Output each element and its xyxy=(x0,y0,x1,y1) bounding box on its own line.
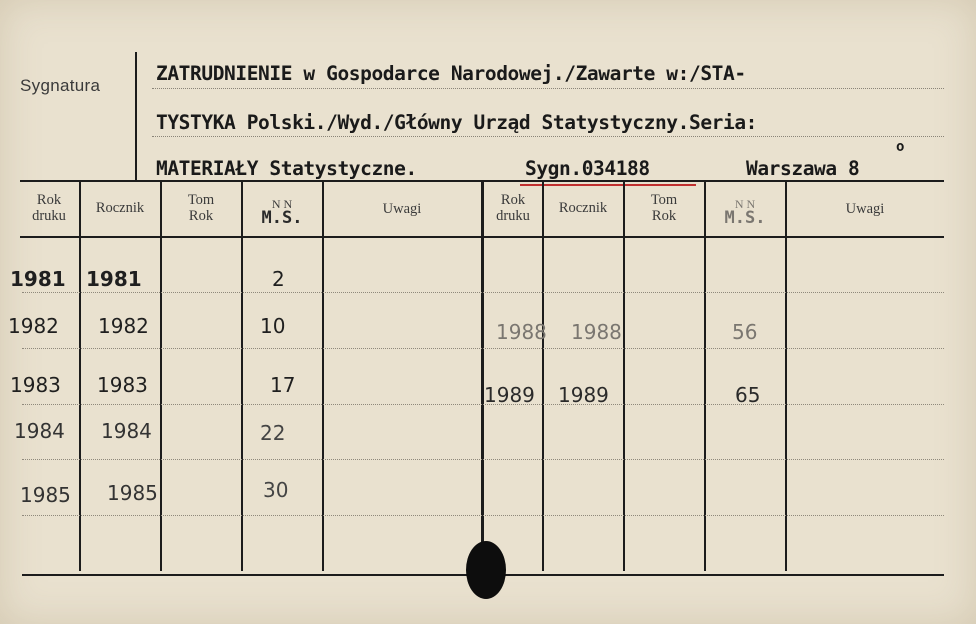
signature-number: Sygn.034188 xyxy=(525,157,650,180)
column-divider xyxy=(79,181,81,571)
ms-value: 10 xyxy=(260,314,286,338)
column-divider xyxy=(785,181,787,571)
ms-value-right: 65 xyxy=(735,383,761,407)
rok-druku-value-right: 1988 xyxy=(496,320,547,344)
center-divider xyxy=(481,181,484,571)
punch-hole xyxy=(466,541,506,599)
column-divider xyxy=(241,181,243,571)
header-ms-text: M.S. xyxy=(261,208,303,228)
column-divider xyxy=(160,181,162,571)
rocznik-value-right: 1988 xyxy=(571,320,622,344)
rok-druku-value-right: 1989 xyxy=(484,383,535,407)
header-uwagi-right: Uwagi xyxy=(845,201,885,217)
row-line xyxy=(22,404,944,405)
signature-label: Sygnatura xyxy=(20,76,101,95)
ms-value-right: 56 xyxy=(732,320,758,344)
rocznik-value: 1985 xyxy=(107,481,158,505)
rocznik-value: 1982 xyxy=(98,314,149,338)
title-line-1: ZATRUDNIENIE w Gospodarce Narodowej./Zawarte w:/STA- xyxy=(156,62,746,85)
ms-value: 17 xyxy=(270,373,296,397)
row-line xyxy=(22,515,944,516)
red-underline xyxy=(520,184,696,186)
header-ms-text: M.S. xyxy=(724,208,766,228)
rok-druku-value: 1982 xyxy=(8,314,59,338)
rok-druku-value: 1984 xyxy=(14,419,65,443)
row-line xyxy=(22,348,944,349)
signature-divider xyxy=(135,52,137,180)
header-druku-text: druku xyxy=(32,208,66,224)
header-tom-text: Tom xyxy=(650,192,678,208)
header-rok-text: Rok xyxy=(651,208,677,224)
header-nn-text: N N xyxy=(734,197,756,211)
rocznik-value: 1984 xyxy=(101,419,152,443)
header-rocznik: Rocznik xyxy=(95,200,145,216)
rocznik-value-right: 1989 xyxy=(558,383,609,407)
place-format: Warszawa 8 xyxy=(746,157,860,180)
title-line-2: TYSTYKA Polski./Wyd./Główny Urząd Statystyczny.Seria: xyxy=(156,111,758,134)
column-divider xyxy=(542,181,544,571)
ms-value: 22 xyxy=(260,421,286,445)
header-rok-text: Rok xyxy=(500,192,526,208)
title-line-3: MATERIAŁY Statystyczne. xyxy=(156,157,417,180)
column-divider xyxy=(322,181,324,571)
header-nn-text: N N xyxy=(271,197,293,211)
rok-druku-value: 1985 xyxy=(20,483,71,507)
rok-druku-value: 1981 xyxy=(10,267,66,291)
header-rok-text: Rok xyxy=(36,192,62,208)
column-divider xyxy=(623,181,625,571)
column-divider xyxy=(704,181,706,571)
header-tom-rok xyxy=(161,192,241,224)
header-rocznik-right: Rocznik xyxy=(558,200,608,216)
header-rok-druku xyxy=(20,192,78,224)
ms-value: 2 xyxy=(272,267,285,291)
ms-value: 30 xyxy=(263,478,289,502)
header-nn-ms-right xyxy=(705,198,785,226)
header-nn-ms xyxy=(242,198,322,226)
dotted-rule xyxy=(152,136,944,137)
header-rok-text: Rok xyxy=(188,208,214,224)
header-tom-rok-right xyxy=(624,192,704,224)
row-line xyxy=(22,459,944,460)
header-rok-druku-right xyxy=(484,192,542,224)
rok-druku-value: 1983 xyxy=(10,373,61,397)
row-line xyxy=(22,292,944,293)
format-superscript: o xyxy=(896,139,905,155)
rocznik-value: 1983 xyxy=(97,373,148,397)
rocznik-value: 1981 xyxy=(86,267,142,291)
header-uwagi: Uwagi xyxy=(382,201,422,217)
header-tom-text: Tom xyxy=(187,192,215,208)
dotted-rule xyxy=(152,88,944,89)
header-druku-text: druku xyxy=(496,208,530,224)
